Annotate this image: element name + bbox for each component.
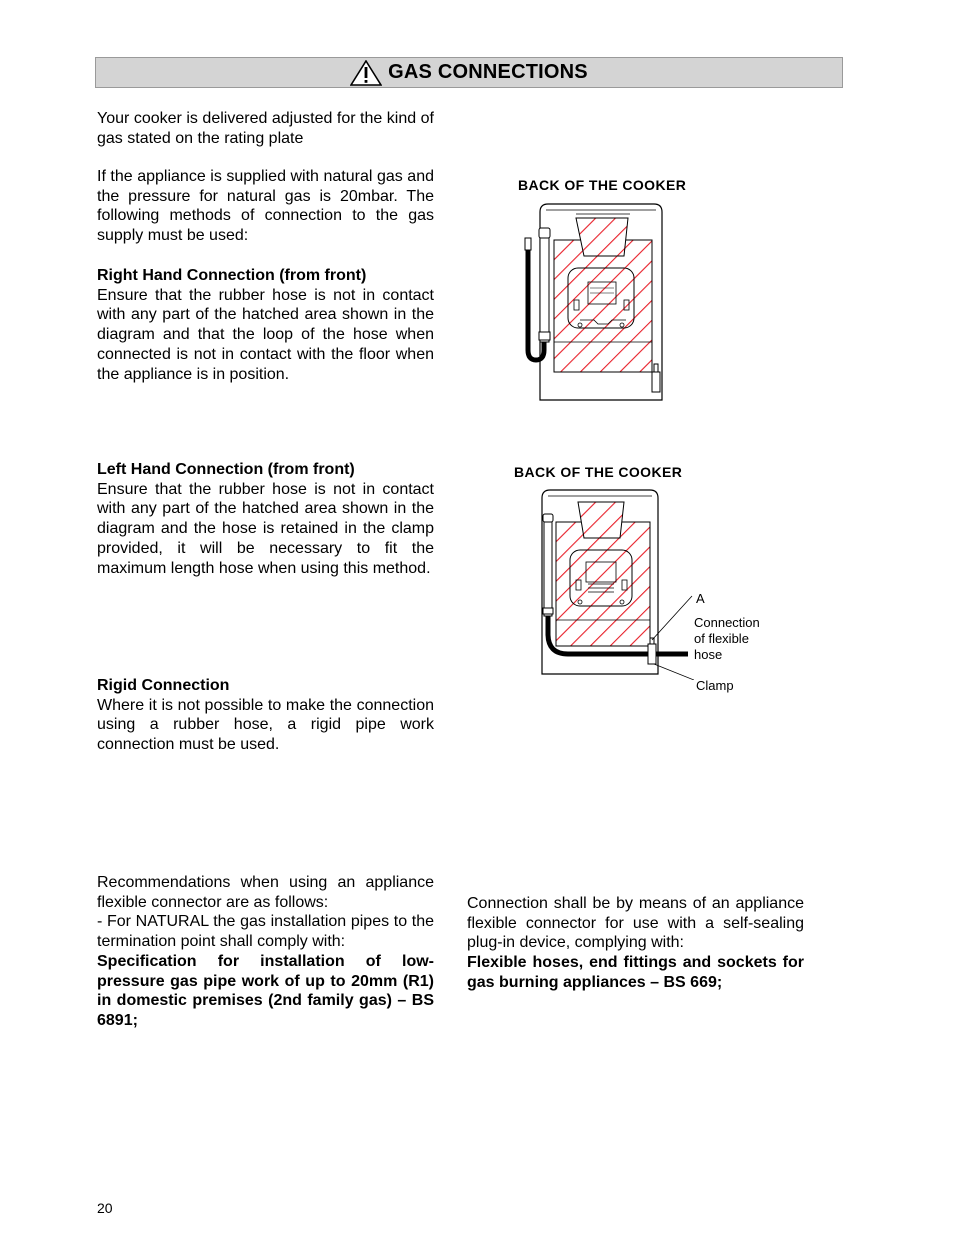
right-hand-body: Ensure that the rubber hose is not in contact with any part of the hatched area shown in the diagram and that the loop of the hose when connected is not in contact with the floor when the appliance is in position. — [97, 286, 434, 383]
label-clamp: Clamp — [696, 678, 734, 693]
diagram-2-caption: BACK OF THE COOKER — [514, 464, 683, 480]
recommendations-section — [97, 873, 434, 1031]
rigid-heading: Rigid Connection — [97, 677, 230, 694]
connection-section — [467, 894, 804, 993]
left-hand-body: Ensure that the rubber hose is not in contact with any part of the hatched area shown in the diagram and the hose is retained in the clamp provided, it will be necessary to fit the maximum length hose when using this method. — [97, 480, 434, 577]
rigid-body: Where it is not possible to make the connection using a rubber hose, a rigid pipe work connection must be used. — [97, 696, 434, 754]
cooker-back-diagram-right-hand — [518, 196, 678, 408]
rigid-connection-section — [97, 676, 434, 755]
intro-paragraph-1: Your cooker is delivered adjusted for the kind of gas stated on the rating plate — [97, 110, 434, 147]
right-hand-connection-section — [97, 266, 434, 384]
section-header — [95, 57, 843, 88]
right-hand-heading: Right Hand Connection (from front) — [97, 267, 367, 284]
page-number: 20 — [97, 1200, 113, 1216]
recommendations-spec: Specification for installation of low-pressure gas pipe work of up to 20mm (R1) in domestic premises (2nd family gas) – BS 6891; — [97, 952, 434, 1029]
connection-spec: Flexible hoses, end fittings and sockets for gas burning appliances – BS 669; — [467, 954, 804, 991]
label-a: A — [696, 591, 705, 606]
label-connection-of-flexible-hose: Connection of flexible hose — [694, 615, 760, 662]
left-hand-heading: Left Hand Connection (from front) — [97, 461, 355, 478]
intro-paragraph-2: If the appliance is supplied with natural gas and the pressure for natural gas is 20mbar. The following methods of connection to the gas supply must be used: — [97, 168, 434, 245]
connection-body: Connection shall be by means of an appliance flexible connector for use with a self-sealing plug-in device, complying with: — [467, 895, 804, 952]
left-hand-connection-section — [97, 460, 434, 578]
diagram-1-caption: BACK OF THE COOKER — [518, 177, 687, 193]
warning-triangle-icon — [350, 60, 382, 86]
recommendations-line-2: - For NATURAL the gas installation pipes to the termination point shall comply with: — [97, 913, 434, 951]
cooker-back-diagram-left-hand — [514, 484, 694, 680]
page-title: GAS CONNECTIONS — [388, 61, 588, 83]
recommendations-line-1: Recommendations when using an appliance flexible connector are as follows: — [97, 874, 434, 911]
